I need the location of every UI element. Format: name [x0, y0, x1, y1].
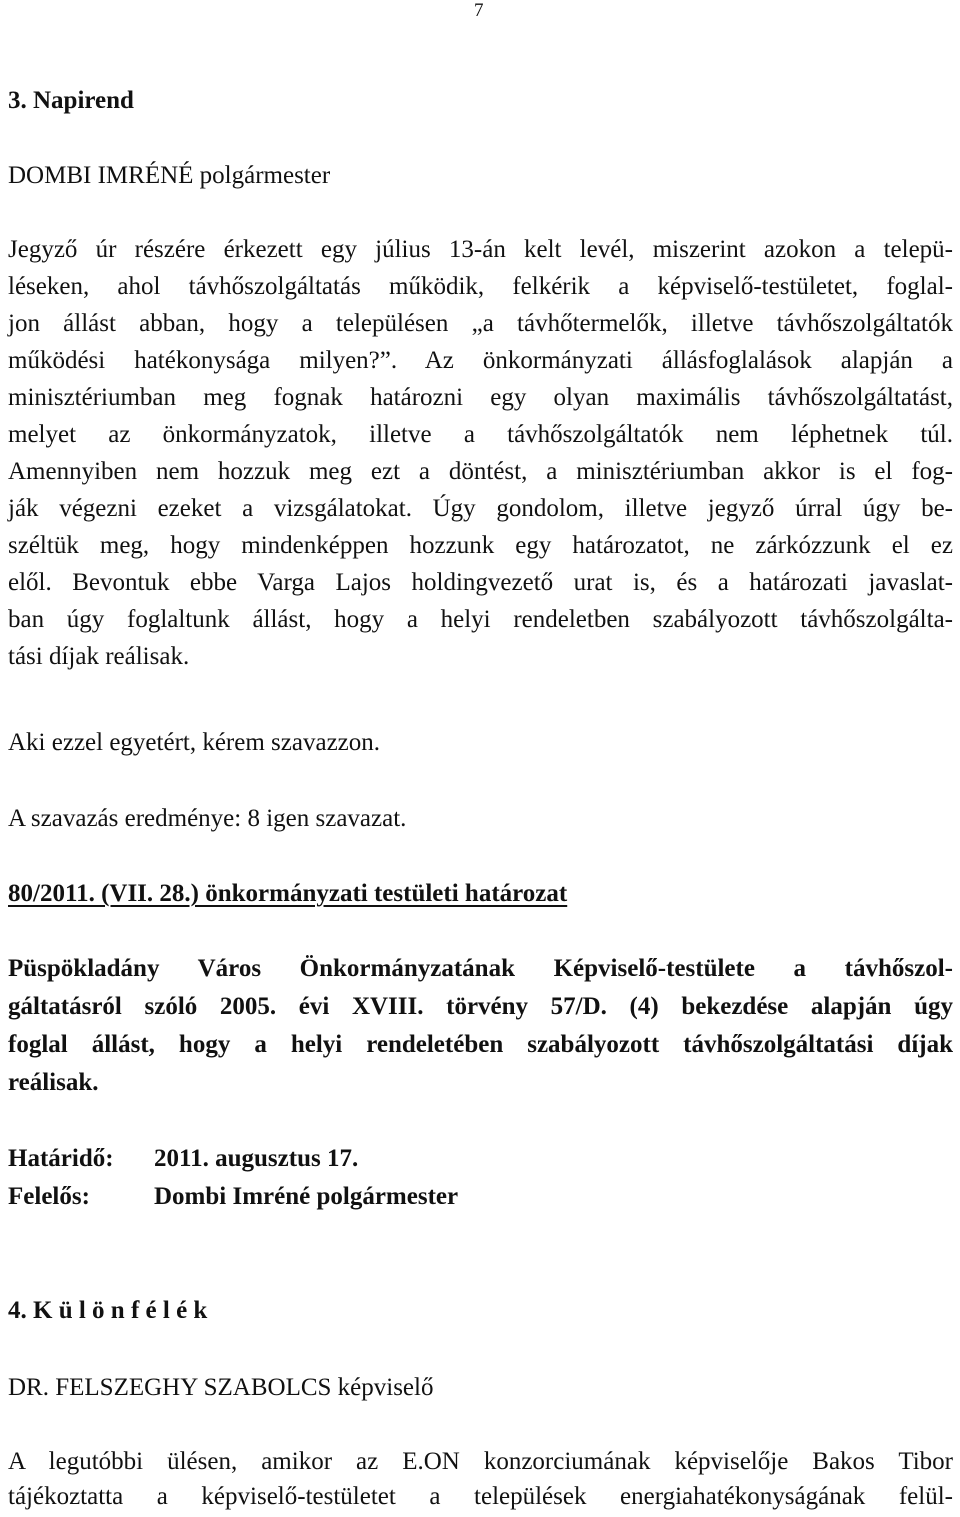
resolution-title: [8, 875, 953, 912]
paragraph-line: működési hatékonysága milyen?”. Az önkormányzati állásfoglalások alapján a: [8, 347, 953, 374]
speaker-name: DR. FELSZEGHY SZABOLCS képviselő: [8, 1374, 434, 1401]
paragraph-line: ban úgy foglaltunk állást, hogy a helyi rendeletben szabályozott távhőszolgálta-: [8, 606, 953, 633]
page-number: 7: [474, 0, 484, 21]
paragraph-line: tási díjak reálisak.: [8, 643, 190, 670]
paragraph-line: tájékoztatta a képviselő-testületet a települések energiahatékonyságának felül-: [8, 1483, 953, 1510]
paragraph-line: Jegyző úr részére érkezett egy július 13-án kelt levél, miszerint azokon a telepü-: [8, 236, 953, 263]
paragraph-line: léseken, ahol távhőszolgáltatás működik, felkérik a képviselő-testületet, foglal-: [8, 273, 953, 300]
paragraph-line: A legutóbbi ülésen, amikor az E.ON konzorciumának képviselője Bakos Tibor: [8, 1448, 953, 1475]
deadline-row: [8, 1140, 953, 1177]
resolution-title-text: 80/2011. (VII. 28.) önkormányzati testületi határozat: [8, 880, 568, 907]
paragraph-line: melyet az önkormányzatok, illetve a távhőszolgáltatók nem léphetnek túl.: [8, 421, 953, 448]
responsible-row: [8, 1178, 953, 1215]
resolution-line: gáltatásról szóló 2005. évi XVIII. törvény 57/D. (4) bekezdése alapján úgy: [8, 993, 953, 1020]
vote-result: A szavazás eredménye: 8 igen szavazat.: [8, 805, 407, 832]
responsible-label: Felelős:: [8, 1183, 90, 1210]
resolution-line: foglal állást, hogy a helyi rendeletében szabályozott távhőszolgáltatási díjak: [8, 1031, 953, 1058]
paragraph-line: Amennyiben nem hozzuk meg ezt a döntést, a minisztériumban akkor is el fog-: [8, 458, 953, 485]
resolution-line: reálisak.: [8, 1069, 99, 1096]
paragraph-line: széltük meg, hogy mindenképpen hozzunk egy határozatot, ne zárkózzunk el ez: [8, 532, 953, 559]
paragraph-line: elől. Bevontuk ebbe Varga Lajos holdingvezető urat is, és a határozati javaslat-: [8, 569, 953, 596]
deadline-value: 2011. augusztus 17.: [154, 1145, 359, 1172]
section-3-heading: 3. Napirend: [8, 87, 134, 114]
responsible-value: Dombi Imréné polgármester: [154, 1183, 459, 1210]
vote-call: Aki ezzel egyetért, kérem szavazzon.: [8, 729, 381, 756]
deadline-label: Határidő:: [8, 1145, 114, 1172]
resolution-line: Püspökladány Város Önkormányzatának Képviselő-testülete a távhőszol-: [8, 955, 953, 982]
speaker-name: DOMBI IMRÉNÉ polgármester: [8, 162, 331, 189]
paragraph-line: ják végezni ezeket a vizsgálatokat. Úgy gondolom, illetve jegyző úrral úgy be-: [8, 495, 953, 522]
paragraph-line: minisztériumban meg fognak határozni egy olyan maximális távhőszolgáltatást,: [8, 384, 953, 411]
paragraph-line: jon állást abban, hogy a településen „a távhőtermelők, illetve távhőszolgáltatók: [8, 310, 953, 337]
section-4-heading: 4. K ü l ö n f é l é k: [8, 1297, 208, 1324]
